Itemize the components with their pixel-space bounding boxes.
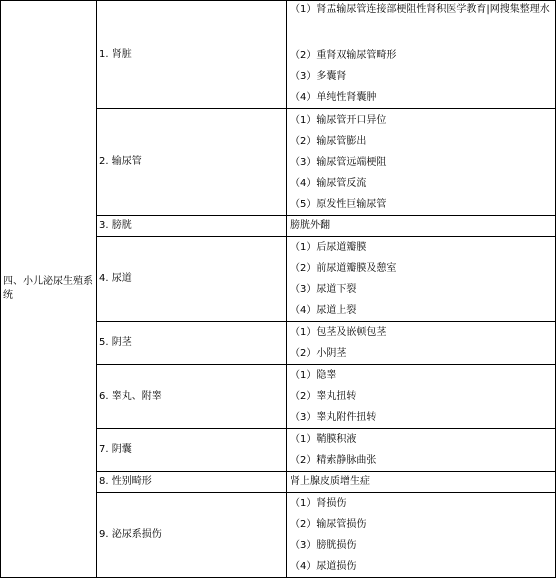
list-item: （5）原发性巨输尿管 [290, 198, 387, 210]
list-item: （2）精索静脉曲张 [290, 455, 377, 466]
list-item: （3）输尿管远端梗阻 [290, 156, 387, 168]
disease-name: 9. 泌尿系损伤 [99, 529, 162, 540]
disease-name-cell [97, 493, 287, 578]
list-item: （3）睾丸附件扭转 [290, 412, 377, 423]
items-cell [287, 1, 556, 109]
items-cell [287, 493, 556, 578]
section-cell [1, 1, 97, 578]
items-cell [287, 429, 556, 472]
disease-name-cell [97, 322, 287, 365]
list-item: （1）鞘膜积液 [290, 434, 357, 445]
items-cell [287, 216, 556, 237]
list-item: （4）尿道上裂 [290, 305, 357, 316]
list-item: （1）包茎及嵌顿包茎 [290, 327, 387, 338]
list-item: （2）前尿道瓣膜及憩室 [290, 263, 397, 274]
list-item: （3）膀胱损伤 [290, 540, 357, 551]
list-item: （2）重肾双输尿管畸形 [290, 50, 397, 61]
list-item: （2）小阴茎 [290, 348, 347, 359]
disease-name: 2. 输尿管 [99, 156, 142, 167]
disease-name-cell [97, 472, 287, 493]
list-item: （1）输尿管开口异位 [290, 114, 387, 126]
list-item: （1）肾盂输尿管连接部梗阻性肾积医学教育|网搜集整理水 [290, 4, 550, 15]
list-item: （3）多囊肾 [290, 71, 347, 82]
list-item: 膀胱外翻 [290, 220, 330, 231]
section-title: 四、小儿泌尿生殖系统 [3, 276, 93, 301]
disease-name-cell [97, 237, 287, 322]
disease-name: 5. 阴茎 [99, 337, 132, 348]
list-item: 肾上腺皮质增生症 [290, 476, 370, 487]
items-cell [287, 109, 556, 216]
list-item: （2）输尿管膨出 [290, 135, 367, 147]
list-item: （1）肾损伤 [290, 498, 347, 509]
list-item: （3）尿道下裂 [290, 284, 357, 295]
list-item: （4）尿道损伤 [290, 561, 357, 572]
list-item: （2）睾丸扭转 [290, 391, 357, 402]
list-item: （4）输尿管反流 [290, 177, 367, 189]
list-item: （2）输尿管损伤 [290, 519, 367, 530]
table-row [1, 1, 556, 109]
disease-name-cell [97, 109, 287, 216]
disease-name-cell [97, 1, 287, 109]
items-cell [287, 365, 556, 429]
disease-name-cell [97, 429, 287, 472]
disease-name: 3. 膀胱 [99, 220, 132, 231]
disease-name-cell [97, 216, 287, 237]
list-item: （1）隐睾 [290, 370, 337, 381]
disease-name: 8. 性别畸形 [99, 476, 152, 487]
disease-name: 6. 睾丸、附睾 [99, 390, 162, 402]
items-cell [287, 472, 556, 493]
list-item: （4）单纯性肾囊肿 [290, 92, 377, 103]
disease-name: 1. 肾脏 [99, 48, 132, 60]
disease-name: 4. 尿道 [99, 273, 132, 284]
items-cell [287, 237, 556, 322]
items-cell [287, 322, 556, 365]
disease-name: 7. 阴囊 [99, 444, 132, 455]
disease-name-cell [97, 365, 287, 429]
list-item: （1）后尿道瓣膜 [290, 242, 367, 253]
